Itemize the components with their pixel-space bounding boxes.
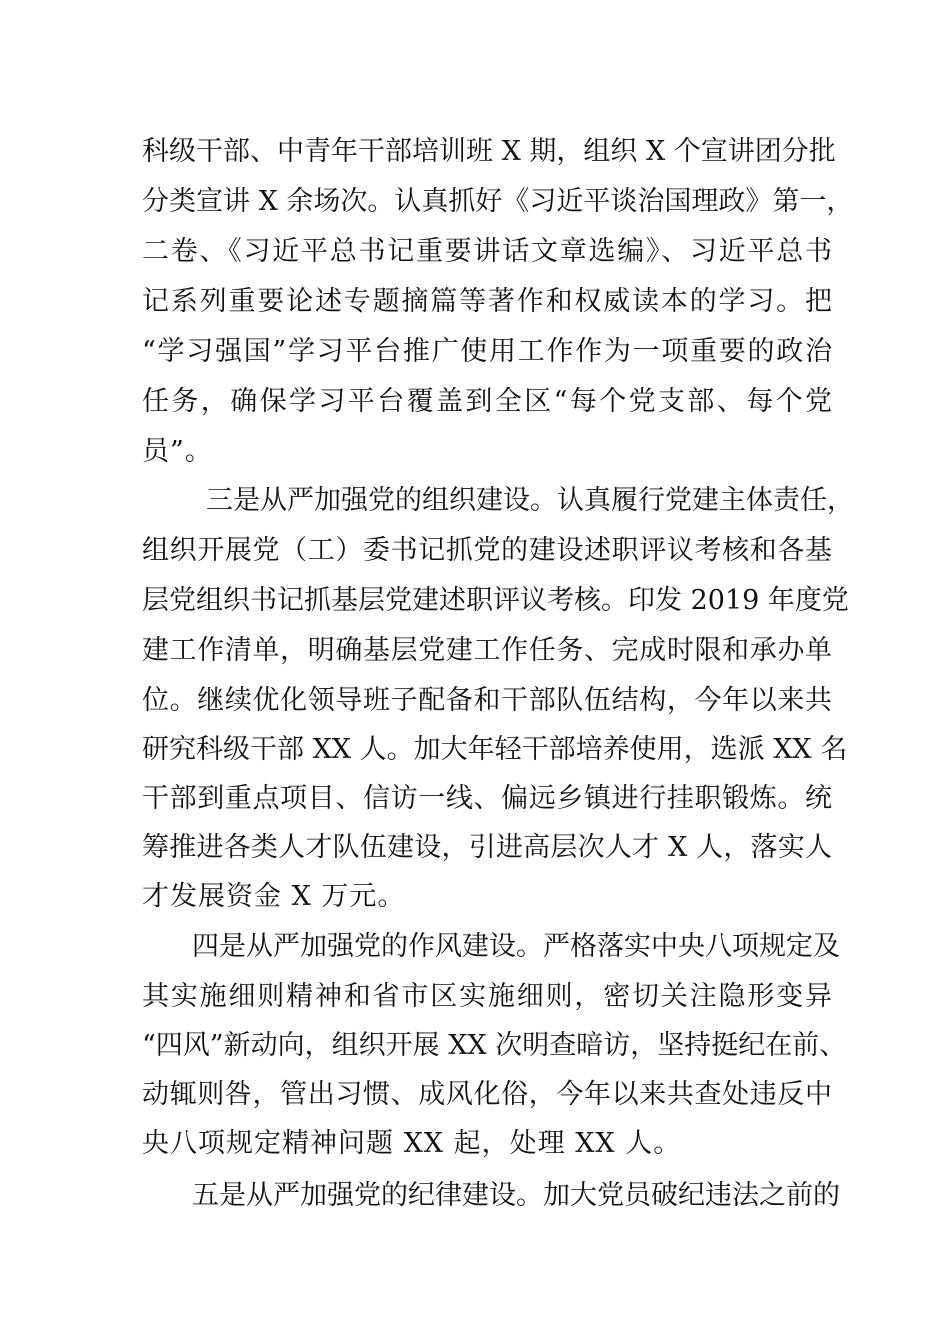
text-line: 筹推进各类人才队伍建设，引进高层次人才 X 人，落实人 (142, 832, 832, 863)
text-line: 动辄则咎，管出习惯、成风化俗，今年以来共查处违反中 (142, 1079, 832, 1110)
text-line: 科级干部、中青年干部培训班 X 期，组织 X 个宣讲团分批 (142, 136, 836, 167)
paragraph-heading-line: 三是从严加强党的组织建设。认真履行党建主体责任， (206, 485, 854, 516)
text-line: 位。继续优化领导班子配备和干部队伍结构，今年以来共 (142, 685, 832, 716)
text-line: 组织开展党（工）委书记抓党的建设述职评议考核和各基 (142, 535, 832, 566)
text-line: 记系列重要论述专题摘篇等著作和权威读本的学习。把 (142, 286, 832, 317)
text-line: 建工作清单，明确基层党建工作任务、完成时限和承办单 (142, 635, 832, 666)
text-line: 员”。 (142, 436, 213, 467)
text-line: 干部到重点项目、信访一线、偏远乡镇进行挂职锻炼。统 (142, 783, 832, 814)
text-line: 任务，确保学习平台覆盖到全区“每个党支部、每个党 (142, 386, 832, 417)
text-line: 分类宣讲 X 余场次。认真抓好《习近平谈治国理政》第一， (142, 186, 854, 217)
text-line: “学习强国”学习平台推广使用工作作为一项重要的政治 (142, 336, 832, 367)
text-line: 才发展资金 X 万元。 (142, 881, 406, 912)
text-line: 研究科级干部 XX 人。加大年轻干部培养使用，选派 XX 名 (142, 734, 848, 765)
text-line: 层党组织书记抓基层党建述职评议考核。印发 2019 年度党 (142, 585, 849, 616)
paragraph-heading-line: 五是从严加强党的纪律建设。加大党员破纪违法之前的 (192, 1180, 840, 1211)
paragraph-heading-line: 四是从严加强党的作风建设。严格落实中央八项规定及 (192, 931, 840, 962)
text-line: “四风”新动向，组织开展 XX 次明查暗访，坚持挺纪在前、 (142, 1030, 847, 1061)
text-line: 央八项规定精神问题 XX 起，处理 XX 人。 (142, 1128, 682, 1159)
text-line: 其实施细则精神和省市区实施细则，密切关注隐形变异 (142, 981, 832, 1012)
text-line: 二卷、《习近平总书记重要讲话文章选编》、习近平总书 (142, 236, 832, 267)
